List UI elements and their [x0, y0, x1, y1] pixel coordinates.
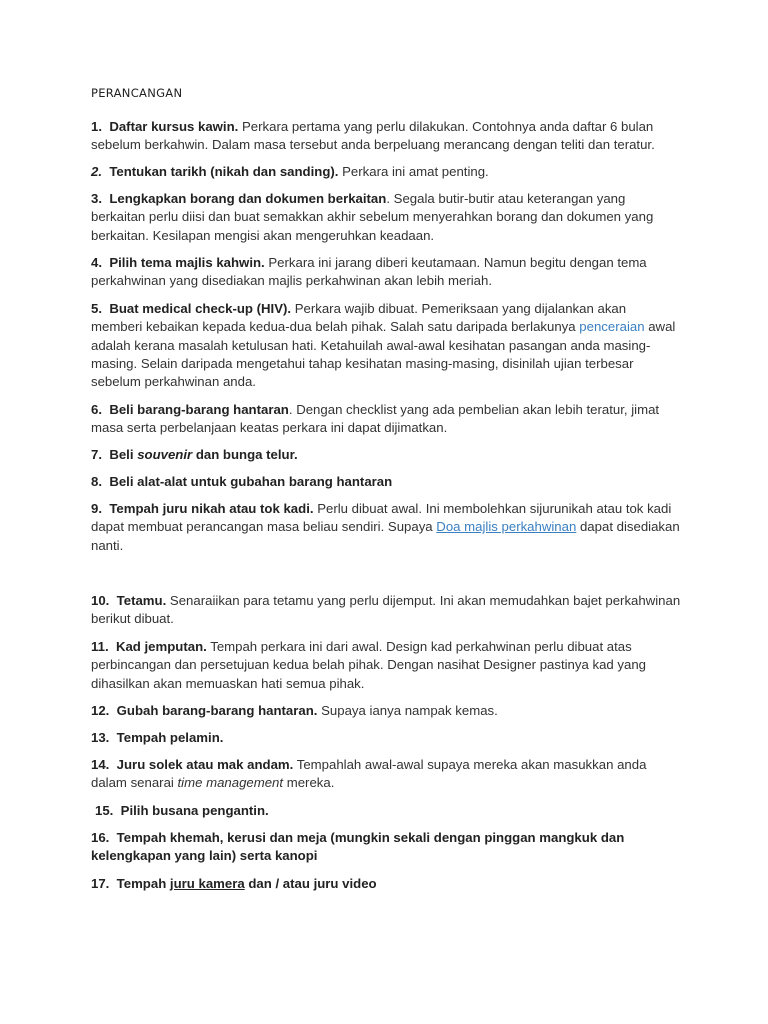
- item-number: 15.: [95, 803, 114, 818]
- item-number: 6.: [91, 402, 102, 417]
- list-item-8: [91, 473, 681, 491]
- item-text: Perlu dibuat awal. Ini membolehkan sijurunikah atau tok kadi dapat membuat perancangan masa beliau sendiri. Supaya: [91, 501, 672, 535]
- list-item-2: [91, 163, 681, 181]
- item-title: Tempah: [116, 876, 170, 891]
- item-text: . Segala butir-butir atau keterangan yang berkaitan perlu diisi dan buat semakkan akhir sebelum menyerahkan borang dan dokumen yang berkaitan. Kesilapan mengisi akan mengeruhkan keadaan.: [91, 191, 654, 243]
- item-number: 4.: [91, 255, 102, 270]
- list-item-17: [91, 875, 681, 893]
- item-title: Beli barang-barang hantaran: [109, 402, 289, 417]
- item-title: Juru solek atau mak andam.: [116, 757, 294, 772]
- item-number: 9.: [91, 501, 102, 516]
- item-title: Gubah barang-barang hantaran.: [116, 703, 318, 718]
- item-title: Beli alat-alat untuk gubahan barang hantaran: [109, 474, 393, 489]
- item-number: 13.: [91, 730, 110, 745]
- list-item-16: [91, 829, 681, 866]
- item-text: mereka.: [283, 775, 335, 791]
- list-item-12: [91, 702, 681, 720]
- page-title: PERANCANGAN: [91, 86, 183, 100]
- list-item-9: [91, 500, 681, 555]
- item-text: Senaraiikan para tetamu yang perlu dijemput. Ini akan memudahkan bajet perkahwinan berikut dibuat.: [91, 593, 681, 627]
- item-text: Perkara ini jarang diberi keutamaan. Namun begitu dengan tema perkahwinan yang disediakan majlis perkahwinan akan lebih meriah.: [91, 255, 647, 289]
- item-title-suffix: .: [234, 119, 239, 134]
- list-item-13: [91, 729, 681, 747]
- item-title: Buat medical check-up (HIV).: [109, 301, 292, 316]
- list-item-11: [91, 638, 681, 693]
- list-item-5: [91, 300, 681, 391]
- item-text: Perkara ini amat penting.: [338, 164, 489, 179]
- item-text: Perkara pertama yang perlu dilakukan. Contohnya anda daftar 6 bulan sebelum berkahwin. Dalam masa tersebut anda berpeluang merancang dengan teliti dan teratur.: [91, 119, 655, 153]
- item-number: 10.: [91, 593, 110, 608]
- item-title: dan bunga telur.: [192, 447, 298, 462]
- item-text-italic: time management: [177, 775, 284, 791]
- item-title: Tempah juru nikah atau tok kadi.: [109, 501, 314, 516]
- item-title: Kad jemputan.: [115, 639, 207, 654]
- item-title-italic: souvenir: [137, 447, 193, 462]
- item-text: Perkara wajib dibuat. Pemeriksaan yang dijalankan akan memberi kebaikan kepada kedua-dua belah pihak. Salah satu daripada berlakunya: [91, 301, 627, 335]
- item-number: 1.: [91, 119, 102, 134]
- item-number: 17.: [91, 876, 110, 891]
- link-juru-kamera[interactable]: juru kamera: [169, 876, 245, 891]
- list-item-6: [91, 401, 681, 438]
- item-title: Tempah khemah, kerusi dan meja (mungkin sekali dengan pinggan mangkuk dan kelengkapan yang lain) serta kanopi: [91, 830, 625, 864]
- item-number: 11.: [91, 639, 109, 654]
- list-item-7: [91, 446, 681, 464]
- item-text: awal adalah kerana masalah ketulusan hati. Ketahuilah awal-awal kesihatan pasangan anda masing-masing. Selain daripada mengetahui tahap kesihatan masing-masing, disinilah ujian terbesar sebelum perkahwinan anda.: [91, 319, 676, 390]
- item-number: 8.: [91, 474, 102, 489]
- item-title: Pilih tema majlis kahwin.: [109, 255, 265, 270]
- link-daftar-kursus-kawin[interactable]: Daftar kursus kawin: [109, 119, 235, 134]
- list-item-3: [91, 190, 681, 245]
- item-title: Pilih busana pengantin.: [120, 803, 269, 818]
- item-number: 3.: [91, 191, 102, 206]
- item-text: Tempah perkara ini dari awal. Design kad perkahwinan perlu dibuat atas perbincangan dan persetujuan kedua belah pihak. Dengan nasihat Designer pastinya kad yang dihasilkan akan memuaskan hati semua pihak.: [91, 639, 647, 691]
- item-title: Beli: [109, 447, 138, 462]
- item-title: Tetamu.: [116, 593, 167, 608]
- item-text: Tempahlah awal-awal supaya mereka akan masukkan anda dalam senarai: [91, 757, 647, 791]
- link-penceraian[interactable]: penceraian: [579, 319, 645, 335]
- item-text: . Dengan checklist yang ada pembelian akan lebih teratur, jimat masa serta perbelanjaan keatas perkara ini dapat dijimatkan.: [91, 402, 660, 436]
- item-title: dan / atau juru video: [244, 876, 377, 891]
- item-title: Lengkapkan borang dan dokumen berkaitan: [109, 191, 387, 206]
- item-title: Tentukan tarikh (: [109, 164, 215, 179]
- item-number: 14.: [91, 757, 110, 772]
- list-item-14: [91, 756, 681, 793]
- item-number: 2.: [91, 164, 102, 179]
- item-title: Tempah pelamin.: [116, 730, 224, 745]
- item-text: dapat disediakan nanti.: [91, 519, 680, 553]
- item-number: 7.: [91, 447, 102, 462]
- list-item-1: [91, 118, 681, 155]
- item-title: dan sanding).: [249, 164, 339, 179]
- list-item-4: [91, 254, 681, 291]
- link-doa-majlis-perkahwinan[interactable]: Doa majlis perkahwinan: [436, 519, 577, 535]
- link-nikah[interactable]: nikah: [214, 164, 250, 179]
- list-item-10: [91, 592, 681, 629]
- list-item-15: [95, 802, 685, 820]
- item-number: 16.: [91, 830, 110, 845]
- item-text: Supaya ianya nampak kemas.: [317, 703, 498, 718]
- item-number: 12.: [91, 703, 110, 718]
- item-number: 5.: [91, 301, 102, 316]
